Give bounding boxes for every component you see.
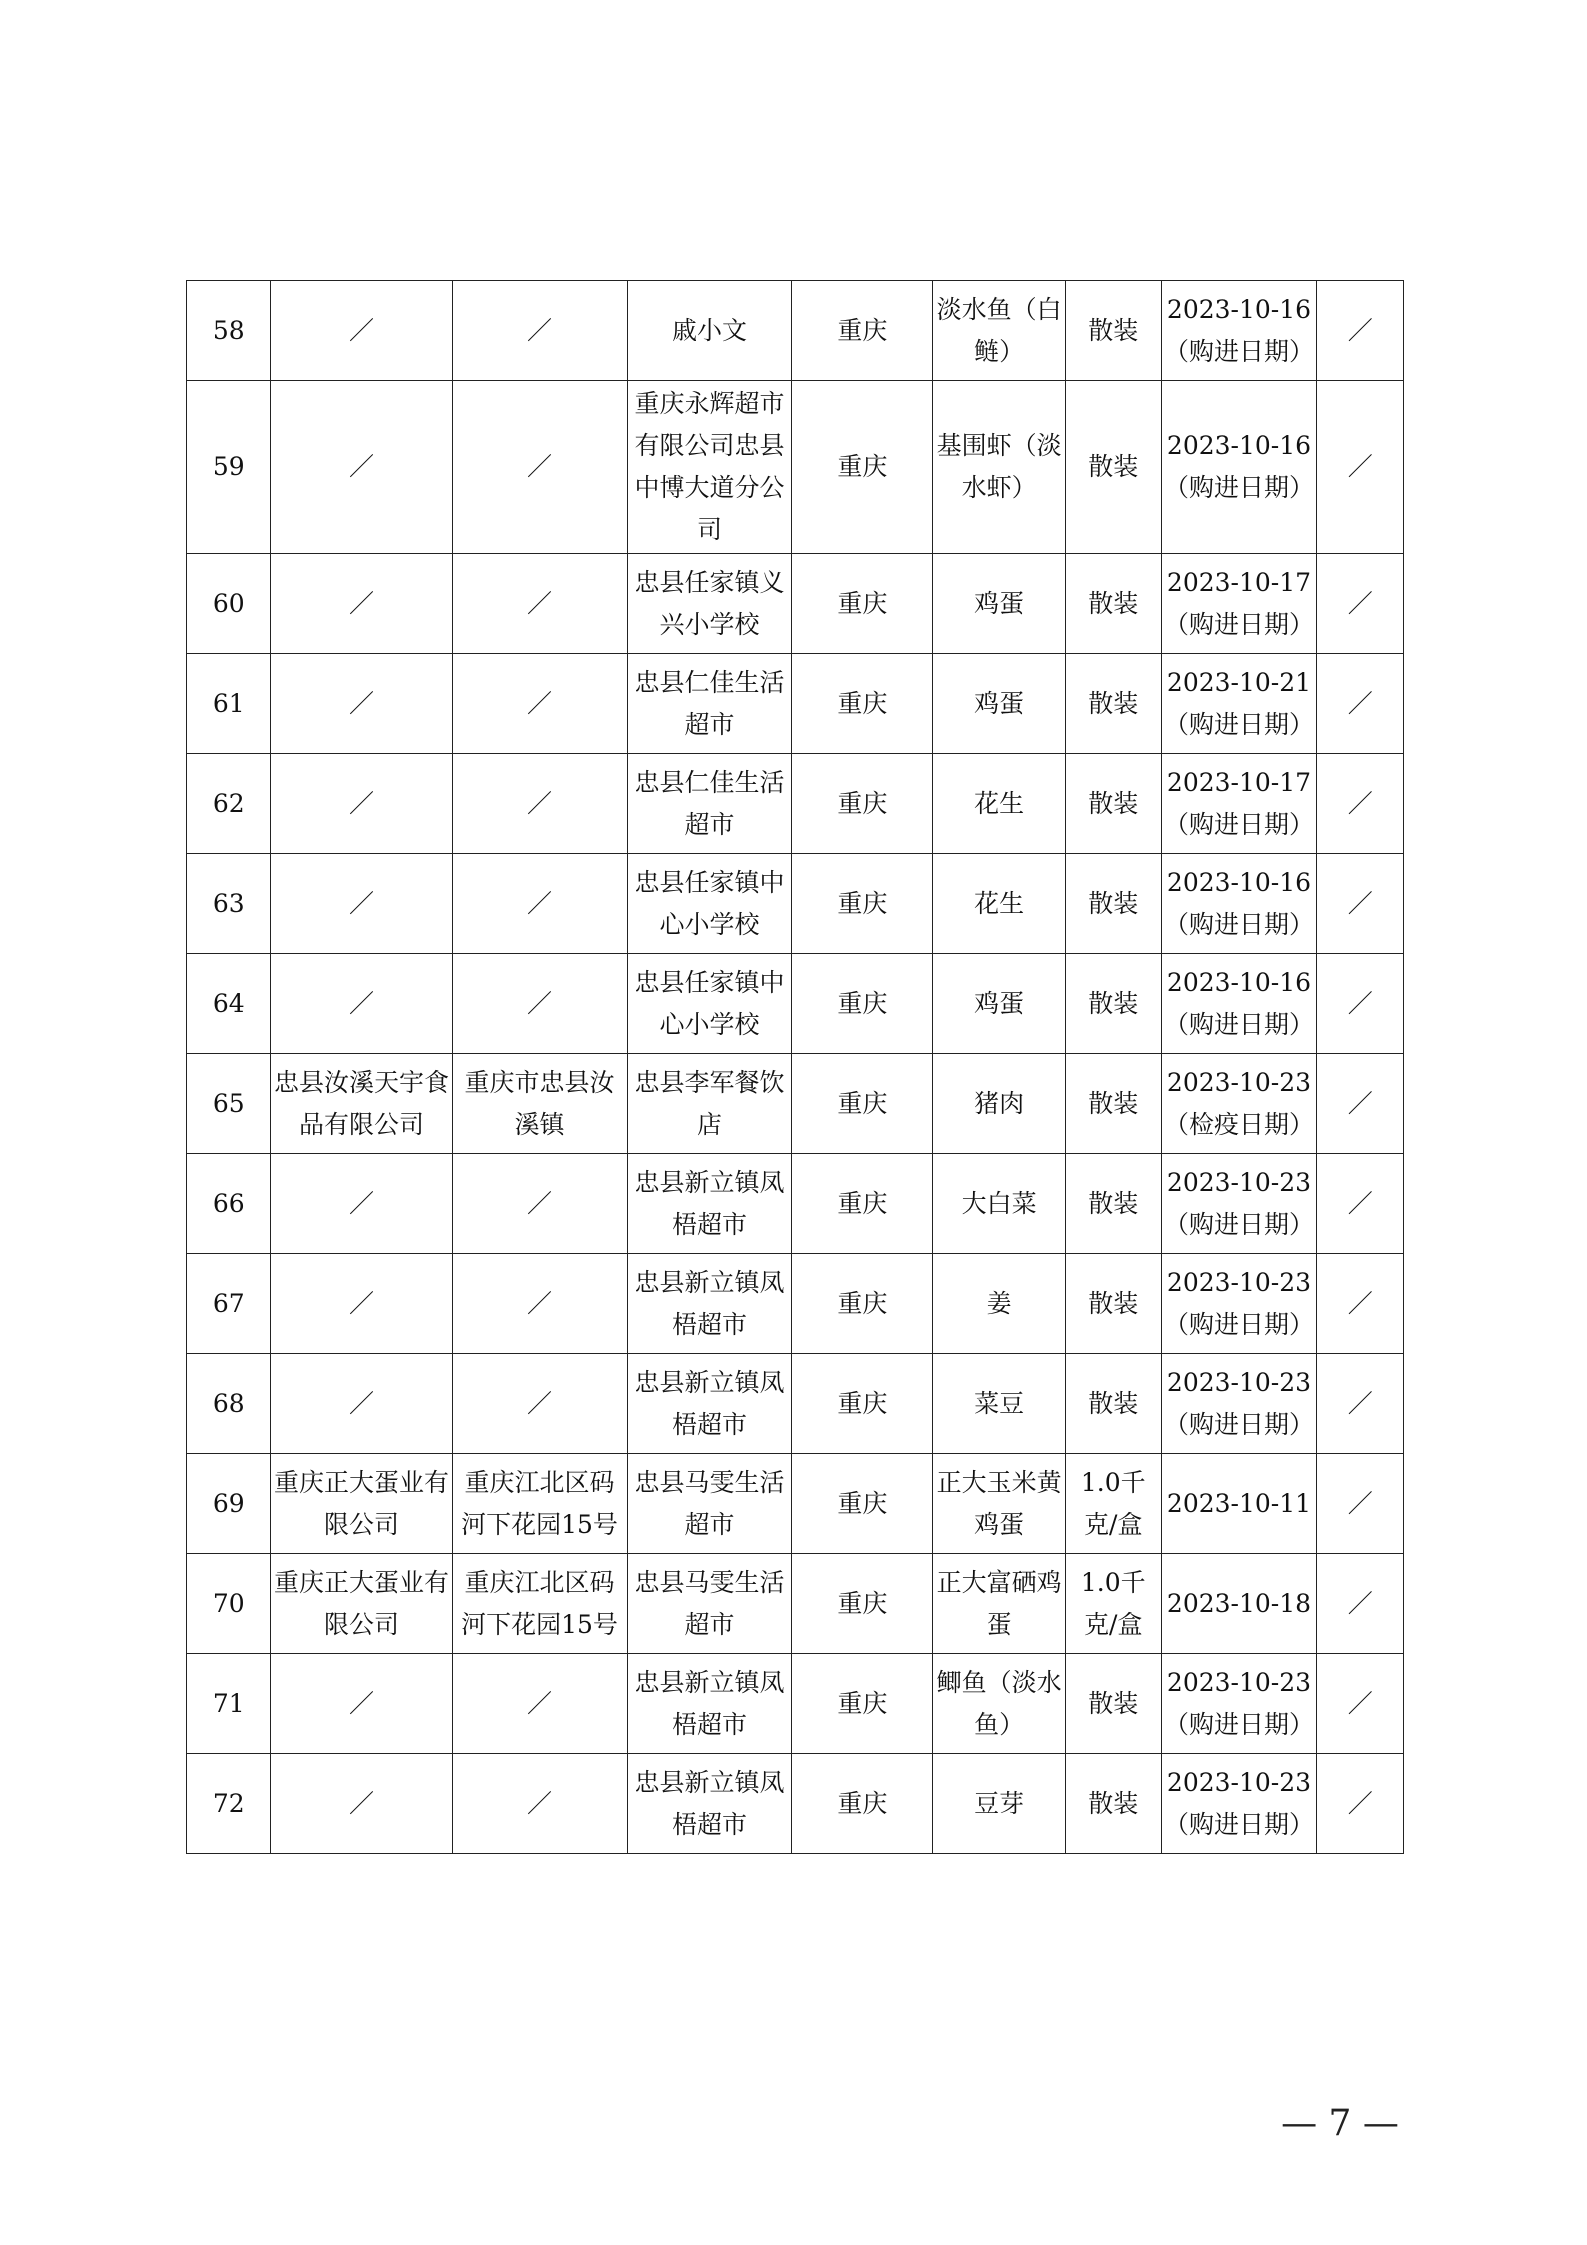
specification-cell: 散装 [1066, 754, 1162, 854]
specification-cell: 散装 [1066, 654, 1162, 754]
production-date-cell: 2023-10-16（购进日期） [1161, 281, 1317, 381]
sampled-unit-cell: 忠县任家镇义兴小学校 [627, 554, 792, 654]
manufacturer-address-cell: ／ [452, 554, 627, 654]
table-row [187, 1654, 1404, 1754]
specification-cell: 散装 [1066, 1154, 1162, 1254]
product-name-cell: 菜豆 [933, 1354, 1066, 1454]
manufacturer-cell: 忠县汝溪天宇食品有限公司 [271, 1054, 452, 1154]
sampled-unit-cell: 忠县马雯生活超市 [627, 1454, 792, 1554]
production-date-cell: 2023-10-16（购进日期） [1161, 954, 1317, 1054]
manufacturer-cell: ／ [271, 381, 452, 554]
region-cell: 重庆 [792, 854, 933, 954]
table-row [187, 1354, 1404, 1454]
production-date-cell: 2023-10-18 [1161, 1554, 1317, 1654]
manufacturer-address-cell: 重庆市忠县汝溪镇 [452, 1054, 627, 1154]
row-number-cell: 71 [187, 1654, 271, 1754]
remarks-cell: ／ [1317, 1454, 1404, 1554]
production-date-cell: 2023-10-11 [1161, 1454, 1317, 1554]
row-number-cell: 59 [187, 381, 271, 554]
manufacturer-address-cell: ／ [452, 754, 627, 854]
production-date-cell: 2023-10-23（购进日期） [1161, 1654, 1317, 1754]
product-name-cell: 姜 [933, 1254, 1066, 1354]
specification-cell: 散装 [1066, 954, 1162, 1054]
manufacturer-address-cell: 重庆江北区码河下花园15号 [452, 1554, 627, 1654]
remarks-cell: ／ [1317, 1754, 1404, 1854]
production-date-cell: 2023-10-16（购进日期） [1161, 381, 1317, 554]
product-name-cell: 猪肉 [933, 1054, 1066, 1154]
row-number-cell: 65 [187, 1054, 271, 1154]
table-row [187, 954, 1404, 1054]
region-cell: 重庆 [792, 281, 933, 381]
region-cell: 重庆 [792, 754, 933, 854]
row-number-cell: 69 [187, 1454, 271, 1554]
sample-results-table [186, 280, 1404, 1854]
row-number-cell: 58 [187, 281, 271, 381]
region-cell: 重庆 [792, 1454, 933, 1554]
manufacturer-cell: ／ [271, 1254, 452, 1354]
manufacturer-cell: ／ [271, 1354, 452, 1454]
manufacturer-cell: 重庆正大蛋业有限公司 [271, 1554, 452, 1654]
production-date-cell: 2023-10-23（购进日期） [1161, 1354, 1317, 1454]
manufacturer-cell: ／ [271, 1654, 452, 1754]
region-cell: 重庆 [792, 554, 933, 654]
remarks-cell: ／ [1317, 654, 1404, 754]
table-row [187, 554, 1404, 654]
sampled-unit-cell: 忠县任家镇中心小学校 [627, 854, 792, 954]
sampled-unit-cell: 忠县新立镇凤梧超市 [627, 1754, 792, 1854]
table-row [187, 1454, 1404, 1554]
sampled-unit-cell: 忠县新立镇凤梧超市 [627, 1154, 792, 1254]
product-name-cell: 大白菜 [933, 1154, 1066, 1254]
table-row [187, 281, 1404, 381]
sampled-unit-cell: 忠县仁佳生活超市 [627, 754, 792, 854]
sampled-unit-cell: 忠县新立镇凤梧超市 [627, 1254, 792, 1354]
remarks-cell: ／ [1317, 1554, 1404, 1654]
product-name-cell: 正大富硒鸡蛋 [933, 1554, 1066, 1654]
manufacturer-address-cell: ／ [452, 1154, 627, 1254]
specification-cell: 散装 [1066, 554, 1162, 654]
region-cell: 重庆 [792, 1654, 933, 1754]
specification-cell: 散装 [1066, 1654, 1162, 1754]
specification-cell: 散装 [1066, 1354, 1162, 1454]
specification-cell: 散装 [1066, 1254, 1162, 1354]
manufacturer-cell: ／ [271, 754, 452, 854]
remarks-cell: ／ [1317, 1654, 1404, 1754]
region-cell: 重庆 [792, 1754, 933, 1854]
region-cell: 重庆 [792, 654, 933, 754]
sampled-unit-cell: 重庆永辉超市有限公司忠县中博大道分公司 [627, 381, 792, 554]
product-name-cell: 鸡蛋 [933, 954, 1066, 1054]
table-row [187, 1254, 1404, 1354]
table-row [187, 854, 1404, 954]
row-number-cell: 61 [187, 654, 271, 754]
remarks-cell: ／ [1317, 554, 1404, 654]
remarks-cell: ／ [1317, 1154, 1404, 1254]
specification-cell: 散装 [1066, 281, 1162, 381]
table-row [187, 754, 1404, 854]
sampled-unit-cell: 忠县仁佳生活超市 [627, 654, 792, 754]
product-name-cell: 花生 [933, 854, 1066, 954]
product-name-cell: 正大玉米黄鸡蛋 [933, 1454, 1066, 1554]
specification-cell: 散装 [1066, 854, 1162, 954]
remarks-cell: ／ [1317, 281, 1404, 381]
specification-cell: 散装 [1066, 381, 1162, 554]
manufacturer-address-cell: ／ [452, 1754, 627, 1854]
production-date-cell: 2023-10-17（购进日期） [1161, 554, 1317, 654]
product-name-cell: 花生 [933, 754, 1066, 854]
table-row [187, 654, 1404, 754]
manufacturer-address-cell: ／ [452, 954, 627, 1054]
remarks-cell: ／ [1317, 381, 1404, 554]
manufacturer-address-cell: ／ [452, 281, 627, 381]
row-number-cell: 60 [187, 554, 271, 654]
row-number-cell: 68 [187, 1354, 271, 1454]
remarks-cell: ／ [1317, 1054, 1404, 1154]
table-row [187, 1554, 1404, 1654]
sampled-unit-cell: 忠县新立镇凤梧超市 [627, 1654, 792, 1754]
remarks-cell: ／ [1317, 1254, 1404, 1354]
row-number-cell: 64 [187, 954, 271, 1054]
production-date-cell: 2023-10-23（购进日期） [1161, 1254, 1317, 1354]
manufacturer-cell: ／ [271, 654, 452, 754]
sampled-unit-cell: 忠县任家镇中心小学校 [627, 954, 792, 1054]
production-date-cell: 2023-10-23（购进日期） [1161, 1754, 1317, 1854]
sampled-unit-cell: 忠县马雯生活超市 [627, 1554, 792, 1654]
product-name-cell: 豆芽 [933, 1754, 1066, 1854]
specification-cell: 1.0千克/盒 [1066, 1554, 1162, 1654]
sampled-unit-cell: 忠县李军餐饮店 [627, 1054, 792, 1154]
manufacturer-address-cell: ／ [452, 854, 627, 954]
remarks-cell: ／ [1317, 754, 1404, 854]
table-row [187, 1154, 1404, 1254]
manufacturer-cell: ／ [271, 281, 452, 381]
region-cell: 重庆 [792, 1154, 933, 1254]
region-cell: 重庆 [792, 1554, 933, 1654]
table-row [187, 1054, 1404, 1154]
table-body [187, 281, 1404, 1854]
manufacturer-address-cell: ／ [452, 1354, 627, 1454]
row-number-cell: 70 [187, 1554, 271, 1654]
manufacturer-cell: ／ [271, 854, 452, 954]
remarks-cell: ／ [1317, 854, 1404, 954]
remarks-cell: ／ [1317, 954, 1404, 1054]
manufacturer-address-cell: 重庆江北区码河下花园15号 [452, 1454, 627, 1554]
product-name-cell: 鸡蛋 [933, 654, 1066, 754]
region-cell: 重庆 [792, 381, 933, 554]
product-name-cell: 淡水鱼（白鲢） [933, 281, 1066, 381]
region-cell: 重庆 [792, 1254, 933, 1354]
row-number-cell: 62 [187, 754, 271, 854]
production-date-cell: 2023-10-17（购进日期） [1161, 754, 1317, 854]
manufacturer-address-cell: ／ [452, 381, 627, 554]
manufacturer-cell: ／ [271, 1154, 452, 1254]
product-name-cell: 基围虾（淡水虾） [933, 381, 1066, 554]
row-number-cell: 72 [187, 1754, 271, 1854]
sampled-unit-cell: 戚小文 [627, 281, 792, 381]
table-row [187, 381, 1404, 554]
production-date-cell: 2023-10-16（购进日期） [1161, 854, 1317, 954]
manufacturer-cell: ／ [271, 1754, 452, 1854]
specification-cell: 散装 [1066, 1754, 1162, 1854]
specification-cell: 散装 [1066, 1054, 1162, 1154]
row-number-cell: 63 [187, 854, 271, 954]
product-name-cell: 鲫鱼（淡水鱼） [933, 1654, 1066, 1754]
manufacturer-address-cell: ／ [452, 1254, 627, 1354]
page-number: — 7 — [1281, 2103, 1399, 2144]
region-cell: 重庆 [792, 1354, 933, 1454]
row-number-cell: 67 [187, 1254, 271, 1354]
region-cell: 重庆 [792, 954, 933, 1054]
product-name-cell: 鸡蛋 [933, 554, 1066, 654]
table-row [187, 1754, 1404, 1854]
row-number-cell: 66 [187, 1154, 271, 1254]
sampled-unit-cell: 忠县新立镇凤梧超市 [627, 1354, 792, 1454]
manufacturer-cell: 重庆正大蛋业有限公司 [271, 1454, 452, 1554]
manufacturer-address-cell: ／ [452, 1654, 627, 1754]
manufacturer-cell: ／ [271, 954, 452, 1054]
production-date-cell: 2023-10-23（检疫日期） [1161, 1054, 1317, 1154]
specification-cell: 1.0千克/盒 [1066, 1454, 1162, 1554]
production-date-cell: 2023-10-23（购进日期） [1161, 1154, 1317, 1254]
region-cell: 重庆 [792, 1054, 933, 1154]
production-date-cell: 2023-10-21（购进日期） [1161, 654, 1317, 754]
manufacturer-cell: ／ [271, 554, 452, 654]
manufacturer-address-cell: ／ [452, 654, 627, 754]
remarks-cell: ／ [1317, 1354, 1404, 1454]
